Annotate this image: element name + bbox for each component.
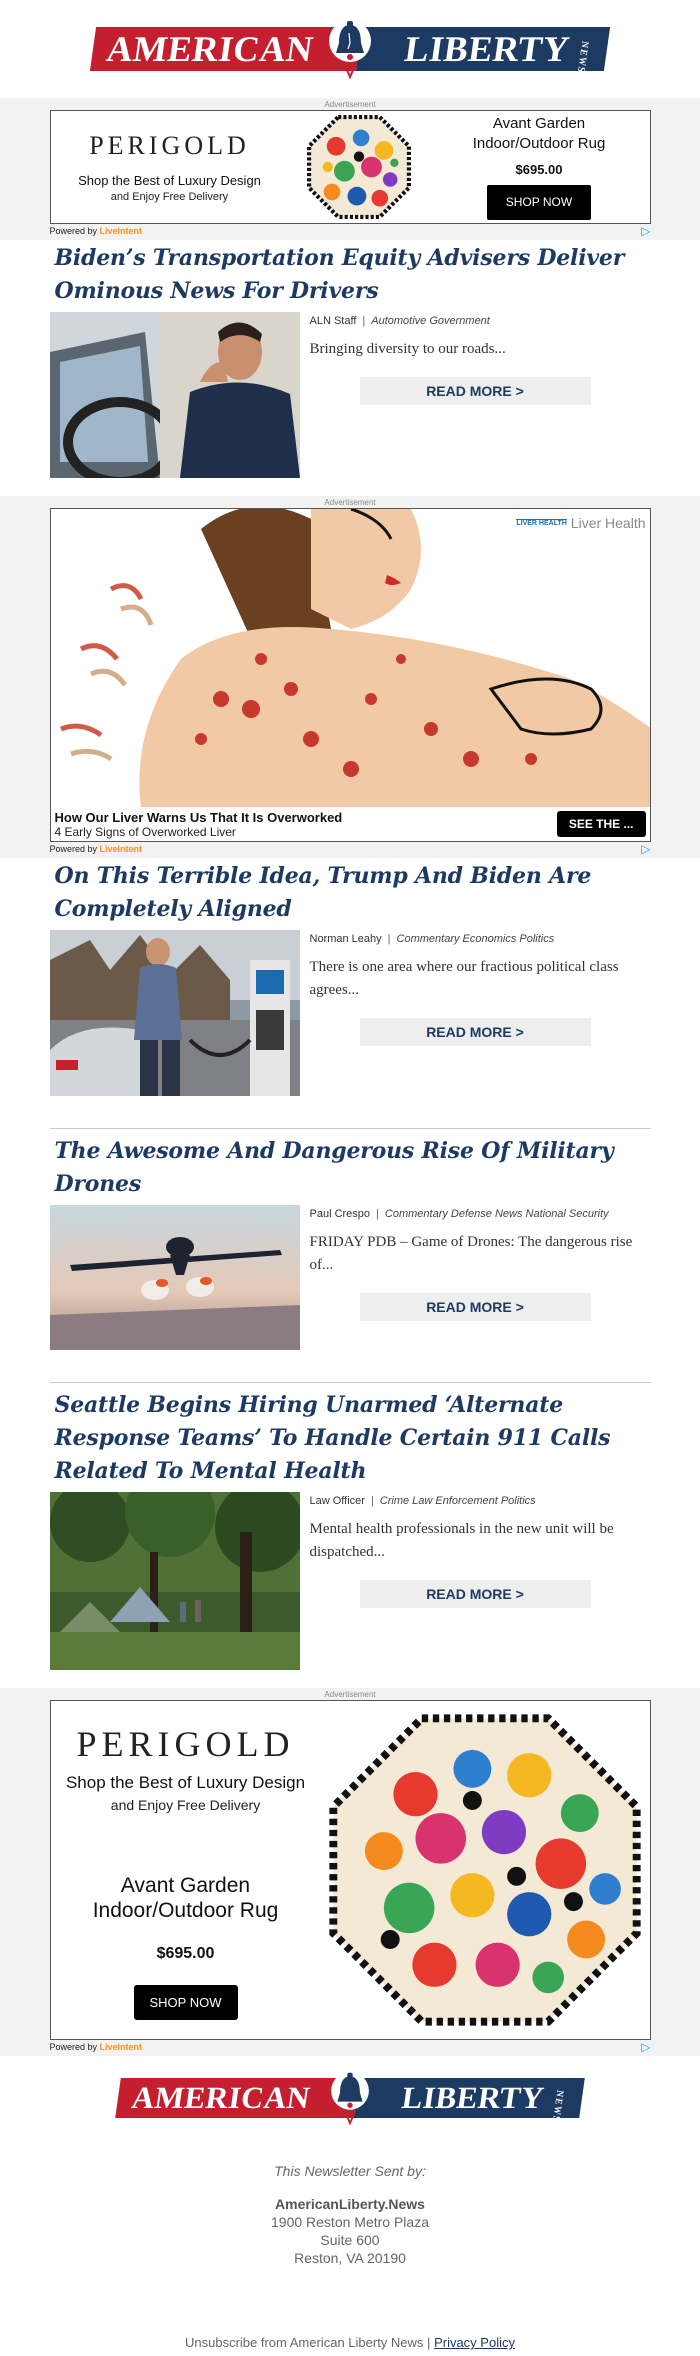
ad-band-perigold-bottom	[0, 1688, 700, 2056]
ad-price: $695.00	[156, 1945, 215, 1962]
article-meta: Norman Leahy | Commentary Economics Politics	[309, 933, 555, 945]
footer-separator: |	[427, 2335, 431, 2350]
ad-product-name-line2: Indoor/Outdoor Rug	[472, 135, 606, 152]
ad-product-name-line1: Avant Garden	[120, 1874, 251, 1897]
article-title[interactable]: Biden’s Transportation Equity Advisers Deliver Ominous News For Drivers	[54, 245, 625, 304]
liveintent-logo: LiveIntent	[99, 2042, 143, 2052]
powered-by-label: Powered by	[49, 2042, 98, 2052]
site-logo[interactable]	[93, 27, 607, 74]
powered-by-bar	[50, 224, 651, 238]
powered-by-bar	[50, 2040, 651, 2054]
powered-by-text[interactable]	[50, 842, 143, 856]
article-author[interactable]: Norman Leahy	[309, 933, 382, 945]
article-title[interactable]: On This Terrible Idea, Trump And Biden Are Completely Aligned	[54, 863, 592, 922]
article-excerpt: FRIDAY PDB – Game of Drones: The dangerous rise of...	[309, 1234, 633, 1273]
logo-text-american: AMERICAN	[90, 27, 362, 71]
perigold-logo: PERIGOLD	[89, 131, 250, 160]
unsubscribe-link[interactable]: Unsubscribe from American Liberty News	[185, 2335, 424, 2350]
ad-band-liver-health	[0, 496, 700, 858]
adchoices-icon[interactable]: ▷	[641, 842, 651, 856]
sender-org: AmericanLiberty.News	[275, 2196, 425, 2212]
article-excerpt: There is one area where our fractious political class agrees...	[309, 959, 619, 998]
rug-image[interactable]	[289, 115, 429, 219]
article-excerpt: Bringing diversity to our roads...	[309, 341, 506, 357]
liveintent-logo: LiveIntent	[99, 844, 143, 854]
ad-headline[interactable]: How Our Liver Warns Us That It Is Overworked	[54, 809, 343, 825]
article-meta: Paul Crespo | Commentary Defense News National Security	[309, 1208, 609, 1220]
logo-text-liberty	[356, 27, 610, 74]
powered-by-bar	[50, 842, 651, 856]
powered-by-text[interactable]	[50, 224, 143, 238]
article-thumbnail-park-tents[interactable]	[50, 1492, 300, 1670]
address-line-3: Reston, VA 20190	[294, 2250, 406, 2266]
article-author[interactable]: ALN Staff	[309, 315, 357, 327]
article-author[interactable]: Paul Crespo	[309, 1208, 371, 1220]
liberty-bell-icon	[328, 19, 372, 79]
perigold-ad-large[interactable]	[50, 1700, 651, 2040]
read-more-button[interactable]: READ MORE >	[360, 377, 591, 405]
logo-news-tag: NEWS	[549, 2089, 565, 2123]
article-title[interactable]: Seattle Begins Hiring Unarmed ‘Alternate Response Teams’ To Handle Certain 911 Calls Related To Mental Health	[54, 1392, 611, 1484]
article-author[interactable]: Law Officer	[309, 1495, 365, 1507]
powered-by-label: Powered by	[49, 844, 98, 854]
article-card	[50, 1128, 651, 1368]
liver-health-brand	[516, 515, 645, 531]
logo-text-american: AMERICAN	[115, 2078, 359, 2118]
ad-subtagline: and Enjoy Free Delivery	[110, 1797, 261, 1813]
powered-by-label: Powered by	[49, 226, 98, 236]
ad-label: Advertisement	[324, 498, 376, 507]
logo-liberty-word: LIBERTY	[399, 2080, 547, 2115]
article-categories[interactable]: Automotive Government	[371, 315, 490, 327]
article-categories[interactable]: Commentary Economics Politics	[396, 933, 555, 945]
ad-label: Advertisement	[324, 100, 376, 109]
perigold-logo: PERIGOLD	[76, 1724, 295, 1764]
article-meta: ALN Staff | Automotive Government	[309, 315, 490, 327]
logo-text-liberty	[353, 2078, 585, 2123]
article-categories[interactable]: Commentary Defense News National Security	[384, 1208, 609, 1220]
adchoices-icon[interactable]: ▷	[641, 224, 651, 238]
logo-liberty-word: LIBERTY	[402, 29, 572, 69]
article-meta: Law Officer | Crime Law Enforcement Politics	[309, 1495, 536, 1507]
newsletter-footer	[0, 2056, 700, 2356]
ad-illustration-woman-shoulder	[51, 509, 651, 809]
octagon-rug-image	[307, 115, 411, 219]
liveintent-logo: LiveIntent	[99, 226, 143, 236]
read-more-button[interactable]: READ MORE >	[360, 1293, 591, 1321]
ad-tagline: Shop the Best of Luxury Design	[65, 1773, 306, 1792]
ad-band-perigold-top	[0, 98, 700, 240]
ad-label: Advertisement	[324, 1690, 376, 1699]
liberty-bell-icon	[330, 2071, 370, 2125]
read-more-button[interactable]: READ MORE >	[360, 1018, 591, 1046]
article-excerpt: Mental health professionals in the new unit will be dispatched...	[309, 1521, 614, 1560]
rug-image[interactable]	[321, 1701, 650, 2039]
article-thumbnail-gas-pump[interactable]	[50, 930, 300, 1096]
article-thumbnail-military-drone[interactable]	[50, 1205, 300, 1350]
article-categories[interactable]: Crime Law Enforcement Politics	[379, 1495, 536, 1507]
ad-product-name-line1: Avant Garden	[492, 115, 586, 132]
see-the-button[interactable]: SEE THE ...	[557, 811, 646, 837]
article-card	[50, 240, 651, 496]
sent-by-label: This Newsletter Sent by:	[274, 2163, 426, 2179]
octagon-rug-image	[327, 1712, 643, 2028]
liver-health-ad-banner[interactable]	[50, 508, 651, 842]
footer-links	[0, 2335, 700, 2356]
article-card	[50, 1382, 651, 1688]
shop-now-button[interactable]: SHOP NOW	[134, 1985, 238, 2020]
ad-price: $695.00	[515, 162, 563, 177]
article-thumbnail-stressed-driver[interactable]	[50, 312, 300, 478]
ad-caption-bar	[51, 807, 650, 841]
perigold-ad-banner[interactable]	[50, 110, 651, 224]
article-title[interactable]: The Awesome And Dangerous Rise Of Military Drones	[54, 1138, 614, 1197]
ad-subtagline: and Enjoy Free Delivery	[110, 191, 229, 203]
ad-product-block	[429, 114, 650, 220]
footer-logo[interactable]	[118, 2078, 582, 2123]
ad-subheadline: 4 Early Signs of Overworked Liver	[54, 824, 236, 839]
perigold-brand-block	[51, 131, 289, 203]
address-line-1: 1900 Reston Metro Plaza	[271, 2214, 429, 2230]
liver-health-icon: LIVER HEALTH	[516, 520, 567, 527]
sender-address	[0, 2195, 700, 2267]
liver-health-label: Liver Health	[570, 515, 646, 531]
shop-now-button[interactable]: SHOP NOW	[487, 185, 591, 220]
perigold-brand-block	[51, 1701, 321, 2039]
powered-by-text[interactable]	[50, 2040, 143, 2054]
ad-product-name-line2: Indoor/Outdoor Rug	[92, 1899, 279, 1922]
read-more-button[interactable]: READ MORE >	[360, 1580, 591, 1608]
article-card	[50, 858, 651, 1114]
adchoices-icon[interactable]: ▷	[641, 2040, 651, 2054]
address-line-2: Suite 600	[320, 2232, 380, 2248]
logo-news-tag: NEWS	[574, 40, 591, 74]
newsletter-header	[0, 0, 700, 98]
ad-tagline: Shop the Best of Luxury Design	[78, 173, 261, 188]
footer-logo-wrap	[0, 2078, 700, 2123]
privacy-policy-link[interactable]: Privacy Policy	[434, 2335, 515, 2350]
